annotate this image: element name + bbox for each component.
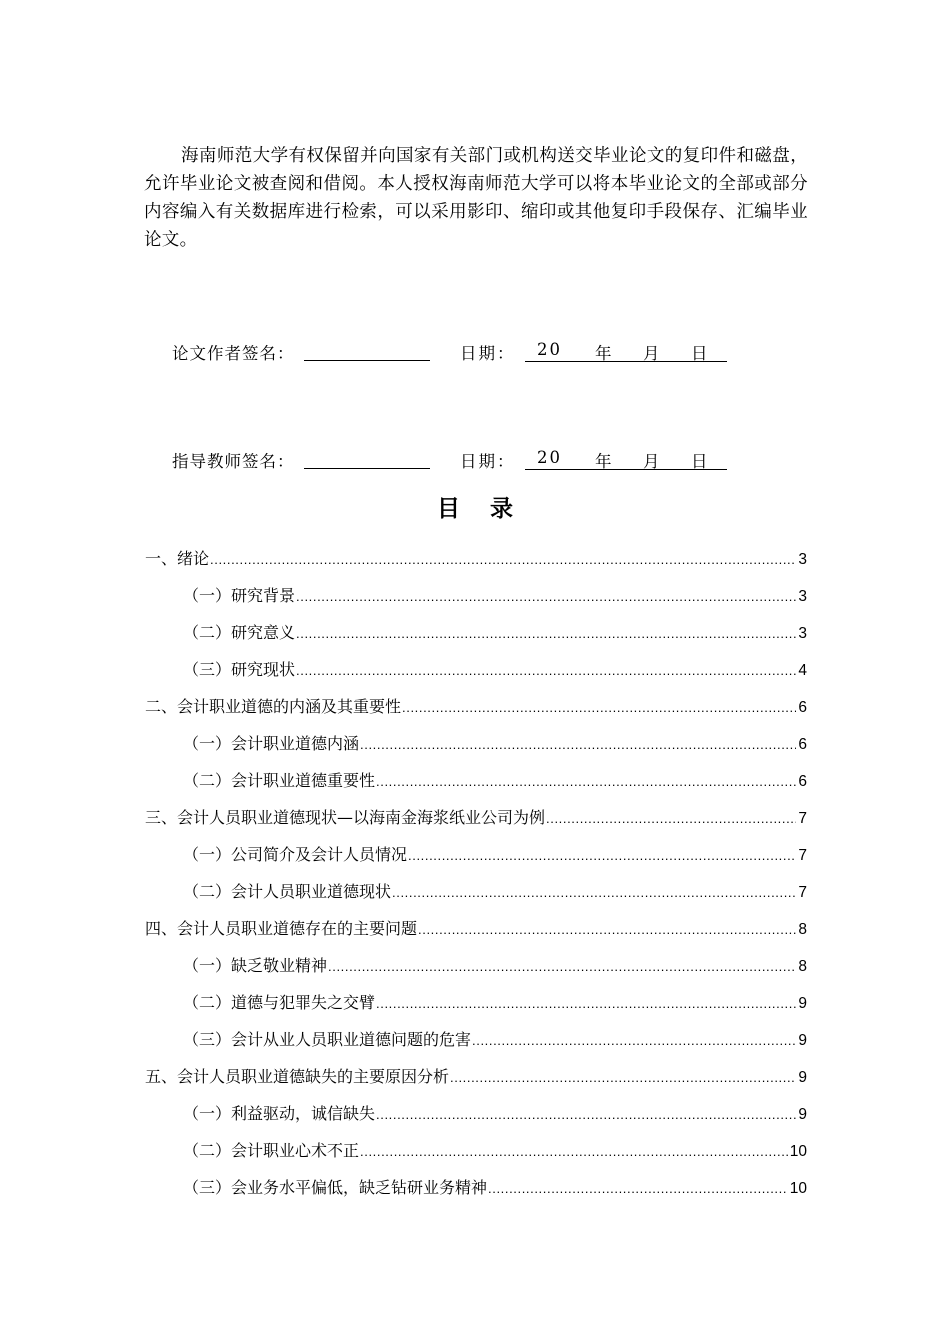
toc-page-number: 9 — [798, 1069, 807, 1086]
toc-page-number: 3 — [798, 625, 807, 642]
toc-dot-leader — [392, 874, 796, 911]
toc-entry-title: 一、绪论 — [145, 549, 210, 568]
date-year-char: 年 — [595, 452, 612, 471]
toc-entry-title: （二）研究意义 — [183, 623, 296, 642]
toc-page-number: 3 — [798, 588, 807, 605]
toc-entry[interactable] — [145, 762, 807, 799]
toc-page-number: 9 — [798, 995, 807, 1012]
toc-entry[interactable] — [145, 984, 807, 1021]
date-year-char: 年 — [595, 344, 612, 363]
date-day-char: 日 — [691, 344, 708, 363]
toc-dot-leader — [376, 763, 796, 800]
toc-entry-title: （三）研究现状 — [183, 660, 296, 679]
toc-entry[interactable] — [145, 688, 807, 725]
advisor-date-field — [525, 448, 727, 470]
toc-dot-leader — [450, 1059, 796, 1096]
advisor-signature-label: 指导教师签名： — [172, 452, 295, 471]
toc-page-number: 10 — [789, 1143, 807, 1160]
toc-dot-leader — [488, 1170, 788, 1207]
toc-entry[interactable] — [145, 799, 807, 836]
toc-dot-leader — [376, 1096, 796, 1133]
toc-entry-title: （二）会计职业道德重要性 — [183, 771, 376, 790]
toc-page-number: 7 — [798, 884, 807, 901]
toc-page-number: 9 — [798, 1032, 807, 1049]
toc-dot-leader — [376, 985, 796, 1022]
toc-entry-title: 四、会计人员职业道德存在的主要问题 — [145, 919, 418, 938]
date-month-char: 月 — [643, 452, 660, 471]
toc-entry-title: （三）会业务水平偏低，缺乏钻研业务精神 — [183, 1178, 488, 1197]
toc-dot-leader — [360, 726, 796, 763]
toc-entry[interactable] — [145, 1058, 807, 1095]
toc-entry[interactable] — [145, 836, 807, 873]
toc-page-number: 3 — [798, 551, 807, 568]
toc-page-number: 7 — [798, 847, 807, 864]
author-date-label: 日期： — [460, 344, 516, 363]
date-year: 20 — [537, 340, 562, 359]
toc-entry[interactable] — [145, 1021, 807, 1058]
toc-entry-title: （三）会计从业人员职业道德问题的危害 — [183, 1030, 472, 1049]
authorization-paragraph: 海南师范大学有权保留并向国家有关部门或机构送交毕业论文的复印件和磁盘，允许毕业论文被查阅和借阅。本人授权海南师范大学可以将本毕业论文的全部或部分内容编入有关数据库进行检索，可以采用影印、缩印或其他复印手段保存、汇编毕业论文。 — [144, 145, 808, 250]
toc-entry[interactable] — [145, 873, 807, 910]
toc-entry[interactable] — [145, 614, 807, 651]
toc-page-number: 8 — [798, 958, 807, 975]
toc-entry[interactable] — [145, 1169, 807, 1206]
toc-page-number: 7 — [798, 810, 807, 827]
toc-page-number: 6 — [798, 736, 807, 753]
toc-entry[interactable] — [145, 725, 807, 762]
toc-entry-title: （二）道德与犯罪失之交臂 — [183, 993, 376, 1012]
toc-dot-leader — [296, 652, 796, 689]
toc-entry[interactable] — [145, 577, 807, 614]
advisor-date-label: 日期： — [460, 452, 516, 471]
toc-entry-title: 二、会计职业道德的内涵及其重要性 — [145, 697, 402, 716]
toc-page-number: 6 — [798, 773, 807, 790]
toc-entry-title: （一）研究背景 — [183, 586, 296, 605]
toc-page-number: 9 — [798, 1106, 807, 1123]
toc-title: 目录 — [437, 496, 543, 522]
date-year: 20 — [537, 448, 562, 467]
toc-page-number: 8 — [798, 921, 807, 938]
toc-entry-title: （一）公司简介及会计人员情况 — [183, 845, 408, 864]
toc-entry-title: 五、会计人员职业道德缺失的主要原因分析 — [145, 1067, 450, 1086]
toc-entry-title: （一）利益驱动，诚信缺失 — [183, 1104, 376, 1123]
toc-entry-title: 三、会计人员职业道德现状—以海南金海浆纸业公司为例 — [145, 808, 546, 827]
author-signature-label: 论文作者签名： — [172, 344, 295, 363]
toc-entry-title: （一）缺乏敬业精神 — [183, 956, 328, 975]
toc-dot-leader — [296, 615, 796, 652]
toc-entry[interactable] — [145, 910, 807, 947]
toc-entry-title: （二）会计人员职业道德现状 — [183, 882, 392, 901]
date-month-char: 月 — [643, 344, 660, 363]
toc-dot-leader — [360, 1133, 788, 1170]
table-of-contents — [145, 540, 807, 1206]
toc-entry-title: （二）会计职业心术不正 — [183, 1141, 360, 1160]
toc-entry[interactable] — [145, 1132, 807, 1169]
toc-dot-leader — [418, 911, 796, 948]
toc-dot-leader — [546, 800, 796, 837]
toc-entry[interactable] — [145, 540, 807, 577]
advisor-signature-line — [304, 468, 430, 469]
toc-entry[interactable] — [145, 1095, 807, 1132]
toc-dot-leader — [472, 1022, 796, 1059]
toc-entry-title: （一）会计职业道德内涵 — [183, 734, 360, 753]
author-date-field — [525, 340, 727, 362]
toc-dot-leader — [328, 948, 796, 985]
toc-dot-leader — [408, 837, 796, 874]
toc-entry[interactable] — [145, 947, 807, 984]
toc-dot-leader — [296, 578, 796, 615]
author-signature-line — [304, 360, 430, 361]
date-day-char: 日 — [691, 452, 708, 471]
toc-dot-leader — [210, 541, 796, 578]
toc-page-number: 10 — [789, 1180, 807, 1197]
toc-page-number: 6 — [798, 699, 807, 716]
toc-entry[interactable] — [145, 651, 807, 688]
toc-dot-leader — [402, 689, 796, 726]
toc-page-number: 4 — [798, 662, 807, 679]
